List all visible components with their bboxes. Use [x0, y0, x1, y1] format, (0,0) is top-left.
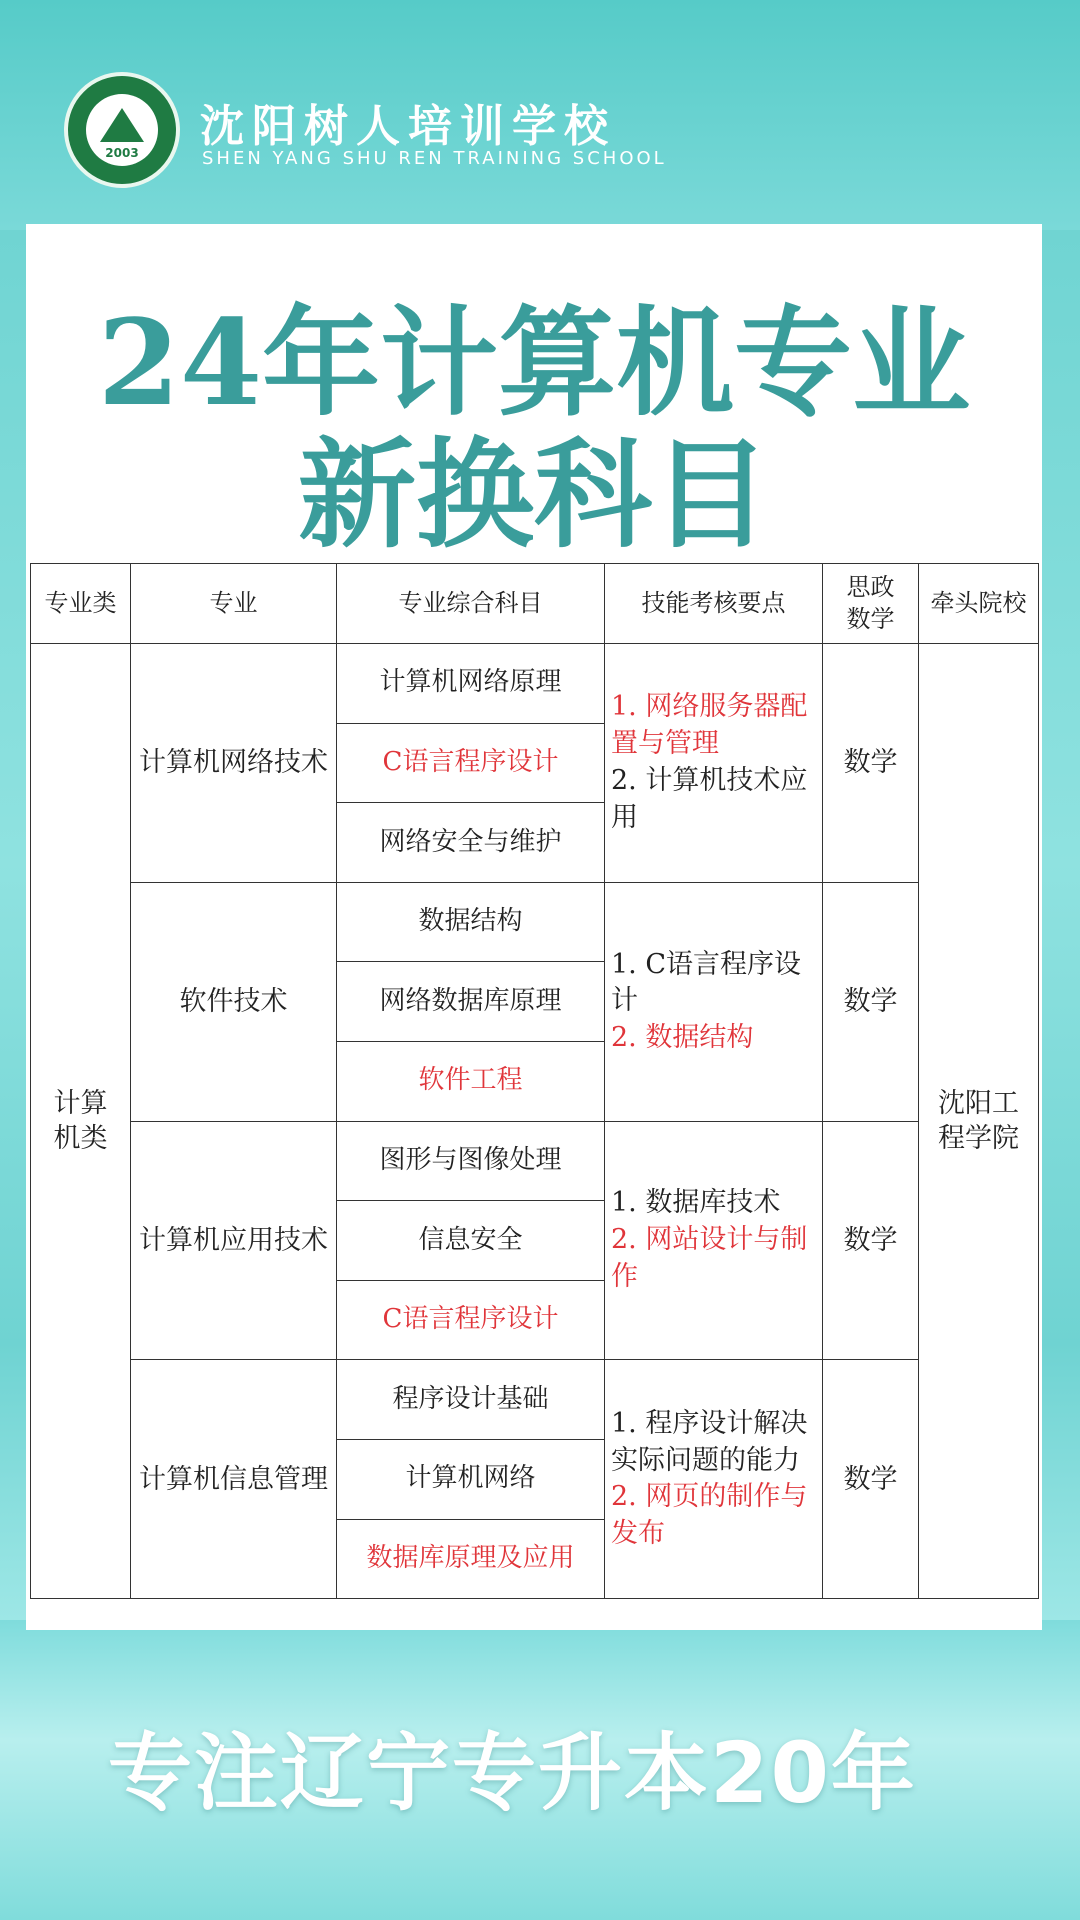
- skills-cell: [605, 644, 823, 883]
- subject-cell: C语言程序设计: [337, 1280, 605, 1360]
- math-cell: 数学: [823, 1360, 919, 1599]
- header-major: 专业: [131, 564, 337, 644]
- table-row: [31, 1121, 1039, 1201]
- major-cell: 软件技术: [131, 882, 337, 1121]
- header-category: 专业类: [31, 564, 131, 644]
- subject-cell: 计算机网络: [337, 1439, 605, 1519]
- logo-year: 2003: [105, 146, 139, 160]
- page-title-line1: 24年计算机专业: [97, 293, 971, 432]
- subject-cell: 程序设计基础: [337, 1360, 605, 1440]
- skills-cell: [605, 1360, 823, 1599]
- skill-item: 2. 计算机技术应用: [611, 764, 808, 833]
- skills-cell: [605, 1121, 823, 1360]
- skill-item: 1. 网络服务器配置与管理: [611, 691, 808, 760]
- logo-emblem: [86, 94, 158, 166]
- major-cell: 计算机网络技术: [131, 644, 337, 883]
- subject-cell: 软件工程: [337, 1041, 605, 1121]
- header-skills: 技能考核要点: [605, 564, 823, 644]
- category-cell: 计算 机类: [31, 644, 131, 1599]
- subjects-table: [30, 563, 1039, 1599]
- subject-cell: 信息安全: [337, 1201, 605, 1281]
- subject-cell: 数据库原理及应用: [337, 1519, 605, 1599]
- skills-cell: [605, 882, 823, 1121]
- skill-item: 2. 网页的制作与发布: [611, 1481, 808, 1549]
- lead-school-cell: 沈阳工 程学院: [919, 644, 1039, 1599]
- header-math: 思政 数学: [823, 564, 919, 644]
- skill-item: 1. 程序设计解决实际问题的能力: [611, 1407, 808, 1476]
- subject-cell: 网络数据库原理: [337, 962, 605, 1042]
- table-header-row: [31, 564, 1039, 644]
- math-cell: 数学: [823, 644, 919, 883]
- header-subjects: 专业综合科目: [337, 564, 605, 644]
- table-row: [31, 644, 1039, 724]
- tent-icon: [100, 108, 144, 142]
- major-cell: 计算机信息管理: [131, 1360, 337, 1599]
- math-cell: 数学: [823, 882, 919, 1121]
- subject-cell: 网络安全与维护: [337, 803, 605, 883]
- table-row: [31, 1360, 1039, 1440]
- school-logo: [64, 72, 180, 188]
- subject-cell: 图形与图像处理: [337, 1121, 605, 1201]
- page-title-line2: 新换科目: [297, 425, 770, 564]
- math-cell: 数学: [823, 1121, 919, 1360]
- major-cell: 计算机应用技术: [131, 1121, 337, 1360]
- table-body: [31, 644, 1039, 1599]
- header-school: 牵头院校: [919, 564, 1039, 644]
- table-row: [31, 882, 1039, 962]
- skill-item: 2. 网站设计与制作: [611, 1224, 808, 1292]
- subject-cell: 数据结构: [337, 882, 605, 962]
- school-name-cn: 沈阳树人培训学校: [200, 101, 616, 152]
- skill-item: 1. 数据库技术: [611, 1187, 781, 1219]
- slogan: 专注辽宁专升本20年: [108, 1724, 917, 1822]
- school-name-en: SHEN YANG SHU REN TRAINING SCHOOL: [202, 148, 667, 169]
- subject-cell: C语言程序设计: [337, 723, 605, 803]
- subject-cell: 计算机网络原理: [337, 644, 605, 724]
- skill-item: 1. C语言程序设计: [611, 948, 802, 1017]
- skill-item: 2. 数据结构: [611, 1022, 754, 1054]
